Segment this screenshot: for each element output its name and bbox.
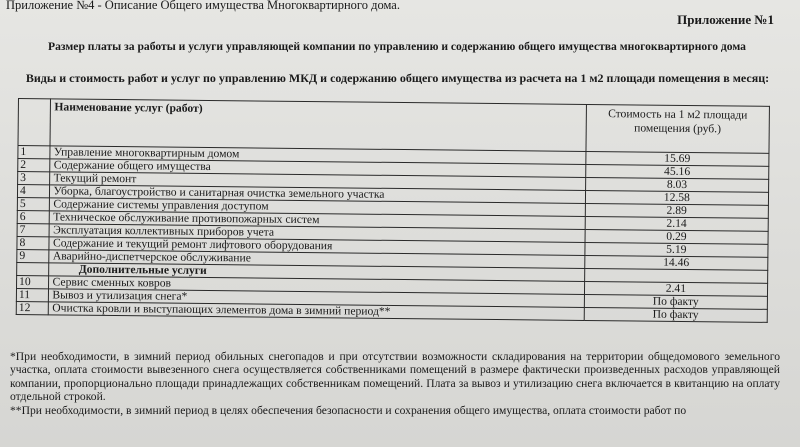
row-number: 5	[17, 197, 49, 210]
service-price: 0.29	[585, 229, 768, 244]
service-price: По факту	[584, 307, 767, 322]
row-number: 1	[18, 146, 50, 159]
document-title: Размер платы за работы и услуги управляющей компании по управлению и содержанию общего имущества многоквартирного дома	[48, 40, 746, 53]
service-price: 8.03	[585, 177, 768, 192]
service-name: Управление многоквартирным домом	[49, 146, 585, 165]
row-number: 7	[17, 223, 49, 236]
row-number: 2	[18, 159, 50, 172]
table-header-row	[18, 99, 769, 154]
header-name-cell: Наименование услуг (работ)	[50, 99, 587, 152]
document-subtitle: Виды и стоимость работ и услуг по управлению МКД и содержанию общего имущества из расчета на 1 м2 площади помещения в месяц:	[25, 71, 770, 85]
row-number: 10	[17, 275, 49, 288]
row-number: 3	[18, 172, 50, 185]
row-number: 9	[17, 249, 49, 262]
service-price: 2.14	[585, 216, 768, 231]
service-name: Уборка, благоустройство и санитарная очистка земельного участка	[49, 185, 585, 204]
header-price-cell: Стоимость на 1 м2 площади помещения (руб.)	[586, 104, 770, 153]
section-num-cell	[17, 262, 49, 275]
service-name: Аварийно-диспетчерское обслуживание	[48, 250, 584, 269]
row-number: 11	[16, 288, 48, 301]
service-price: По факту	[584, 294, 767, 309]
service-name: Текущий ремонт	[49, 172, 585, 191]
service-price: 14.46	[584, 255, 767, 270]
appendix-label: Приложение №1	[677, 12, 774, 27]
service-name: Сервис сменных ковров	[48, 276, 584, 295]
footnote-roof: **При необходимости, в зимний период в целях обеспечения безопасности и сохранения общего имущества, оплата стоимости работ по	[10, 403, 687, 417]
row-number: 8	[17, 236, 49, 249]
service-name: Вывоз и утилизация снега*	[48, 289, 584, 308]
section-label: Дополнительные услуги	[48, 263, 584, 282]
row-number: 4	[17, 185, 49, 198]
service-name: Очистка кровли и выступающих элементов дома в зимний период**	[48, 302, 584, 321]
service-name: Эксплуатация коллективных приборов учета	[49, 224, 585, 243]
service-price: 5.19	[585, 242, 768, 257]
document-header: Приложение №4 - Описание Общего имущества Многоквартирного дома.	[6, 0, 400, 12]
service-price: 15.69	[586, 151, 769, 166]
service-name: Содержание системы управления доступом	[49, 198, 585, 217]
row-number: 12	[16, 301, 48, 314]
service-price: 45.16	[585, 164, 768, 179]
services-table	[16, 98, 770, 323]
footnote-snow: *При необходимости, в зимний период обильных снегопадов и при отсутствии возможности складирования на территории общедомового земельного участка, оплата стоимости вывезенного снега осуществляется собственниками помещений в размере фактически произведенных расходов управляющей компании, пропорционально площади принадлежащих собственникам помещений. Плата за вывоз и утилизацию снега включается в квитанцию на оплату отдельной строкой.	[10, 350, 780, 404]
row-number: 6	[17, 210, 49, 223]
service-price: 12.58	[585, 190, 768, 205]
service-name: Содержание и текущий ремонт лифтового оборудования	[48, 237, 584, 256]
service-name: Техническое обслуживание противопожарных систем	[49, 211, 585, 230]
footnotes	[10, 350, 780, 417]
service-name: Содержание общего имущества	[49, 159, 585, 178]
service-price: 2.89	[585, 203, 768, 218]
header-num-cell	[18, 99, 50, 146]
service-price: 2.41	[584, 281, 767, 296]
